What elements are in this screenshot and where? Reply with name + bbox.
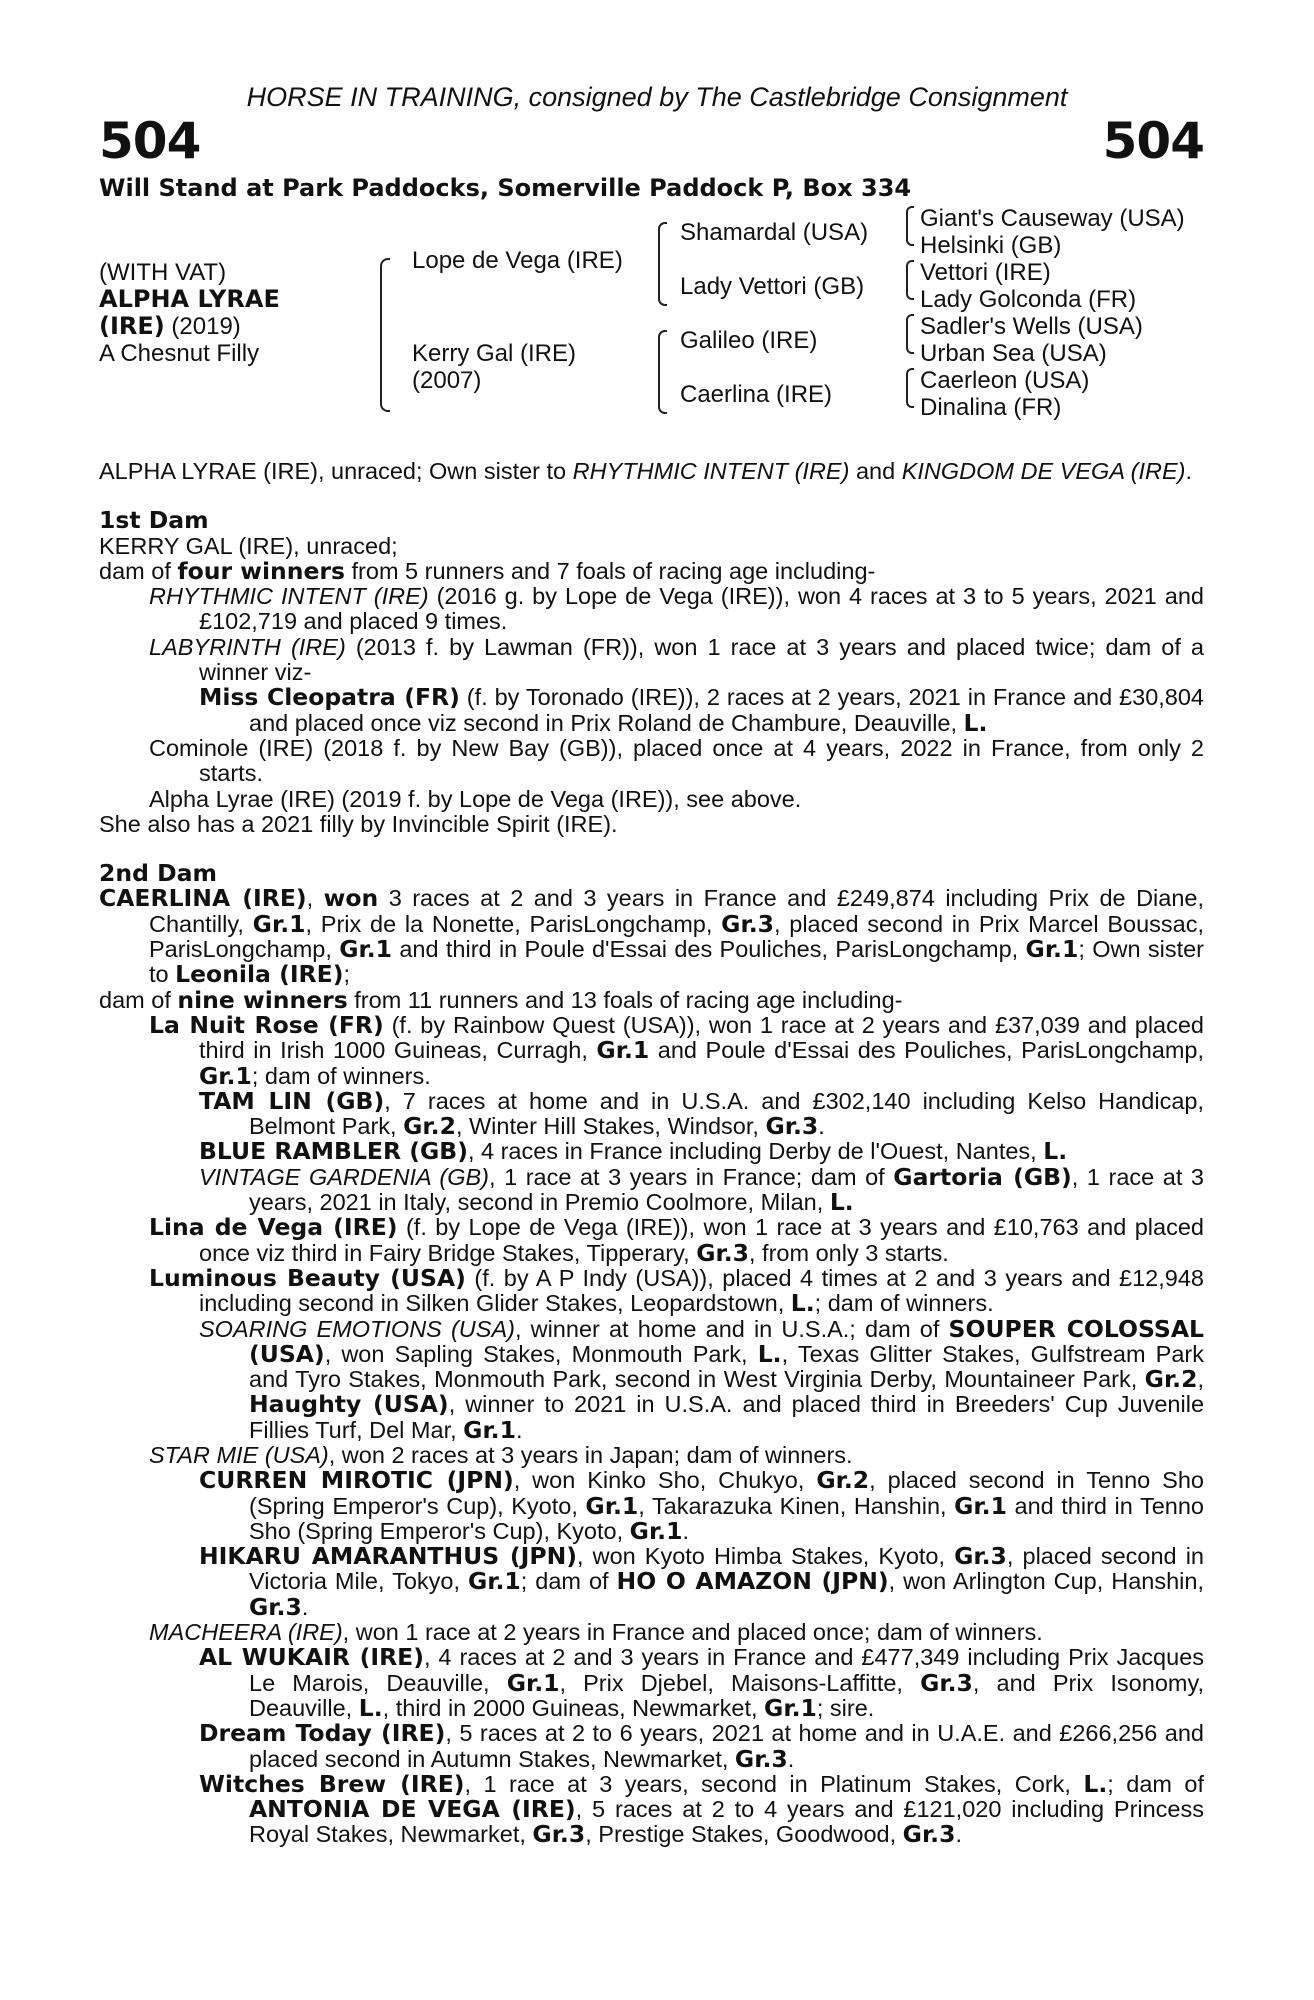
horse-origin	[99, 313, 241, 340]
produce-soaring-emotions: SOARING EMOTIONS (USA), winner at home and in U.S.A.; dam of SOUPER COLOSSAL (USA), won Sapling Stakes, Monmouth Park, L., Texas Glitter Stakes, Gulfstream Park and Tyro Stakes, Monmouth Park, second in West Virginia Derby, Mountaineer Park, Gr.2, Haughty (USA), winner to 2021 in U.S.A. and placed third in Breeders' Cup Juvenile Fillies Turf, Del Mar, Gr.1.	[199, 1314, 1205, 1444]
pedigree-brace-ds	[906, 314, 914, 354]
horse-year: (2019)	[164, 313, 241, 340]
lot-number-right: 504	[1102, 112, 1204, 170]
horse-name-main: ALPHA LYRAE	[99, 285, 280, 313]
produce-curren-mirotic: CURREN MIROTIC (JPN), won Kinko Sho, Chukyo, Gr.2, placed second in Tenno Sho (Spring Emperor's Cup), Kyoto, Gr.1, Takarazuka Kinen, Hanshin, Gr.1 and third in Tenno Sho (Spring Emperor's Cup), Kyoto, Gr.1.	[199, 1466, 1205, 1545]
produce-miss-cleopatra: Miss Cleopatra (FR) (f. by Toronado (IRE)), 2 races at 2 years, 2021 in France and £30,804 and placed once viz second in Prix Roland de Chambure, Deauville, L.	[199, 683, 1205, 737]
produce-lina-de-vega: Lina de Vega (IRE) (f. by Lope de Vega (IRE)), won 1 race at 3 years and £10,763 and placed once viz third in Fairy Bridge Stakes, Tipperary, Gr.3, from only 3 starts.	[149, 1213, 1204, 1267]
intro-paragraph: ALPHA LYRAE (IRE), unraced; Own sister to RHYTHMIC INTENT (IRE) and KINGDOM DE VEGA (IRE).	[99, 458, 1193, 484]
produce-rhythmic-intent: RHYTHMIC INTENT (IRE) (2016 g. by Lope de Vega (IRE)), won 4 races at 3 to 5 years, 2021 and £102,719 and placed 9 times.	[149, 583, 1204, 635]
horse-name	[99, 286, 280, 313]
second-dam-heading: 2nd Dam	[99, 859, 217, 888]
pedigree-sire-sire: Shamardal (USA)	[680, 219, 869, 246]
produce-hikaru-amaranthus: HIKARU AMARANTHUS (JPN), won Kyoto Himba Stakes, Kyoto, Gr.3, placed second in Victoria Mile, Tokyo, Gr.1; dam of HO O AMAZON (JPN), won Arlington Cup, Hanshin, Gr.3.	[199, 1542, 1204, 1621]
horse-country: (IRE)	[99, 312, 165, 340]
first-dam-line: KERRY GAL (IRE), unraced;	[99, 532, 398, 559]
pedigree-brace-ss	[906, 206, 914, 246]
pedigree-dss: Sadler's Wells (USA)	[920, 313, 1143, 340]
pedigree-sire-dam: Lady Vettori (GB)	[680, 273, 865, 300]
catalogue-body	[99, 459, 1204, 1848]
pedigree-dam-year: (2007)	[412, 367, 482, 394]
horse-description: A Chesnut Filly	[99, 340, 260, 367]
pedigree-sdd: Lady Golconda (FR)	[920, 286, 1137, 313]
caerlina-paragraph: CAERLINA (IRE), won 3 races at 2 and 3 years in France and £249,874 including Prix de Diane, Chantilly, Gr.1, Prix de la Nonette, ParisLongchamp, Gr.3, placed second in Prix Marcel Boussac, ParisLongchamp, Gr.1 and third in Poule d'Essai des Pouliches, ParisLongchamp, Gr.1; Own sister to Leonila (IRE);	[99, 884, 1205, 989]
produce-labyrinth: LABYRINTH (IRE) (2013 f. by Lawman (FR)), won 1 race at 3 years and placed twice; dam of a winner viz-	[149, 633, 1204, 686]
first-dam-heading: 1st Dam	[99, 506, 209, 535]
pedigree-dam: Kerry Gal (IRE)	[412, 340, 577, 367]
second-dam-summary: dam of nine winners from 11 runners and 13 foals of racing age including-	[99, 985, 903, 1014]
pedigree-dsd: Urban Sea (USA)	[920, 340, 1107, 367]
catalogue-header: HORSE IN TRAINING, consigned by The Castlebridge Consignment	[246, 82, 1068, 112]
produce-la-nuit-rose: La Nuit Rose (FR) (f. by Rainbow Quest (USA)), won 1 race at 2 years and £37,039 and placed third in Irish 1000 Guineas, Curragh, Gr.1 and Poule d'Essai des Pouliches, ParisLongchamp, Gr.1; dam of winners.	[149, 1010, 1205, 1090]
pedigree-brace-sire	[658, 222, 667, 306]
produce-witches-brew: Witches Brew (IRE), 1 race at 3 years, second in Platinum Stakes, Cork, L.; dam of ANTONIA DE VEGA (IRE), 5 races at 2 to 4 years and £121,020 including Princess Royal Stakes, Newmarket, Gr.3, Prestige Stakes, Goodwood, Gr.3.	[199, 1769, 1205, 1849]
pedigree-dds: Caerleon (USA)	[920, 367, 1090, 394]
pedigree-dam-dam: Caerlina (IRE)	[680, 381, 833, 408]
pedigree-brace-main	[380, 258, 390, 412]
produce-macheera: MACHEERA (IRE), won 1 race at 2 years in France and placed once; dam of winners.	[149, 1619, 1043, 1646]
pedigree-brace-sd	[906, 260, 914, 300]
produce-dream-today: Dream Today (IRE), 5 races at 2 to 6 years, 2021 at home and in U.A.E. and £266,256 and placed second in Autumn Stakes, Newmarket, Gr.3.	[199, 1719, 1204, 1773]
pedigree-dam-sire: Galileo (IRE)	[680, 327, 818, 354]
produce-al-wukair: AL WUKAIR (IRE), 4 races at 2 and 3 years in France and £477,349 including Prix Jacques Le Marois, Deauville, Gr.1, Prix Djebel, Maisons-Laffitte, Gr.3, and Prix Isonomy, Deauville, L., third in 2000 Guineas, Newmarket, Gr.1; sire.	[199, 1643, 1205, 1722]
produce-vintage-gardenia: VINTAGE GARDENIA (GB), 1 race at 3 years in France; dam of Gartoria (GB), 1 race at 3 years, 2021 in Italy, second in Premio Coolmore, Milan, L.	[199, 1162, 1204, 1217]
produce-blue-rambler: BLUE RAMBLER (GB), 4 races in France including Derby de l'Ouest, Nantes, L.	[199, 1137, 1068, 1166]
pedigree-brace-dam	[658, 330, 667, 414]
pedigree-brace-dd	[906, 368, 914, 408]
pedigree-ssd: Helsinki (GB)	[920, 232, 1062, 259]
pedigree-ddd: Dinalina (FR)	[920, 394, 1062, 421]
lot-number-left: 504	[99, 112, 201, 170]
produce-luminous-beauty: Luminous Beauty (USA) (f. by A P Indy (USA)), placed 4 times at 2 and 3 years and £12,948 including second in Silken Glider Stakes, Leopardstown, L.; dam of winners.	[149, 1263, 1204, 1318]
first-dam-summary: dam of four winners from 5 runners and 7 foals of racing age including-	[99, 556, 876, 585]
produce-star-mie: STAR MIE (USA), won 2 races at 3 years in Japan; dam of winners.	[149, 1441, 853, 1468]
pedigree-sds: Vettori (IRE)	[920, 259, 1051, 286]
produce-tam-lin: TAM LIN (GB), 7 races at home and in U.S.A. and £302,140 including Kelso Handicap, Belmont Park, Gr.2, Winter Hill Stakes, Windsor, Gr.3.	[199, 1086, 1204, 1141]
produce-2021-filly: She also has a 2021 filly by Invincible Spirit (IRE).	[99, 810, 618, 837]
vat-note: (WITH VAT)	[99, 259, 227, 286]
stand-location: Will Stand at Park Paddocks, Somerville Paddock P, Box 334	[99, 174, 912, 202]
produce-cominole: Cominole (IRE) (2018 f. by New Bay (GB)), placed once at 4 years, 2022 in France, from only 2 starts.	[149, 734, 1204, 787]
pedigree-sire: Lope de Vega (IRE)	[412, 247, 623, 274]
pedigree-sss: Giant's Causeway (USA)	[920, 205, 1185, 232]
produce-alpha-lyrae: Alpha Lyrae (IRE) (2019 f. by Lope de Vega (IRE)), see above.	[149, 785, 802, 812]
